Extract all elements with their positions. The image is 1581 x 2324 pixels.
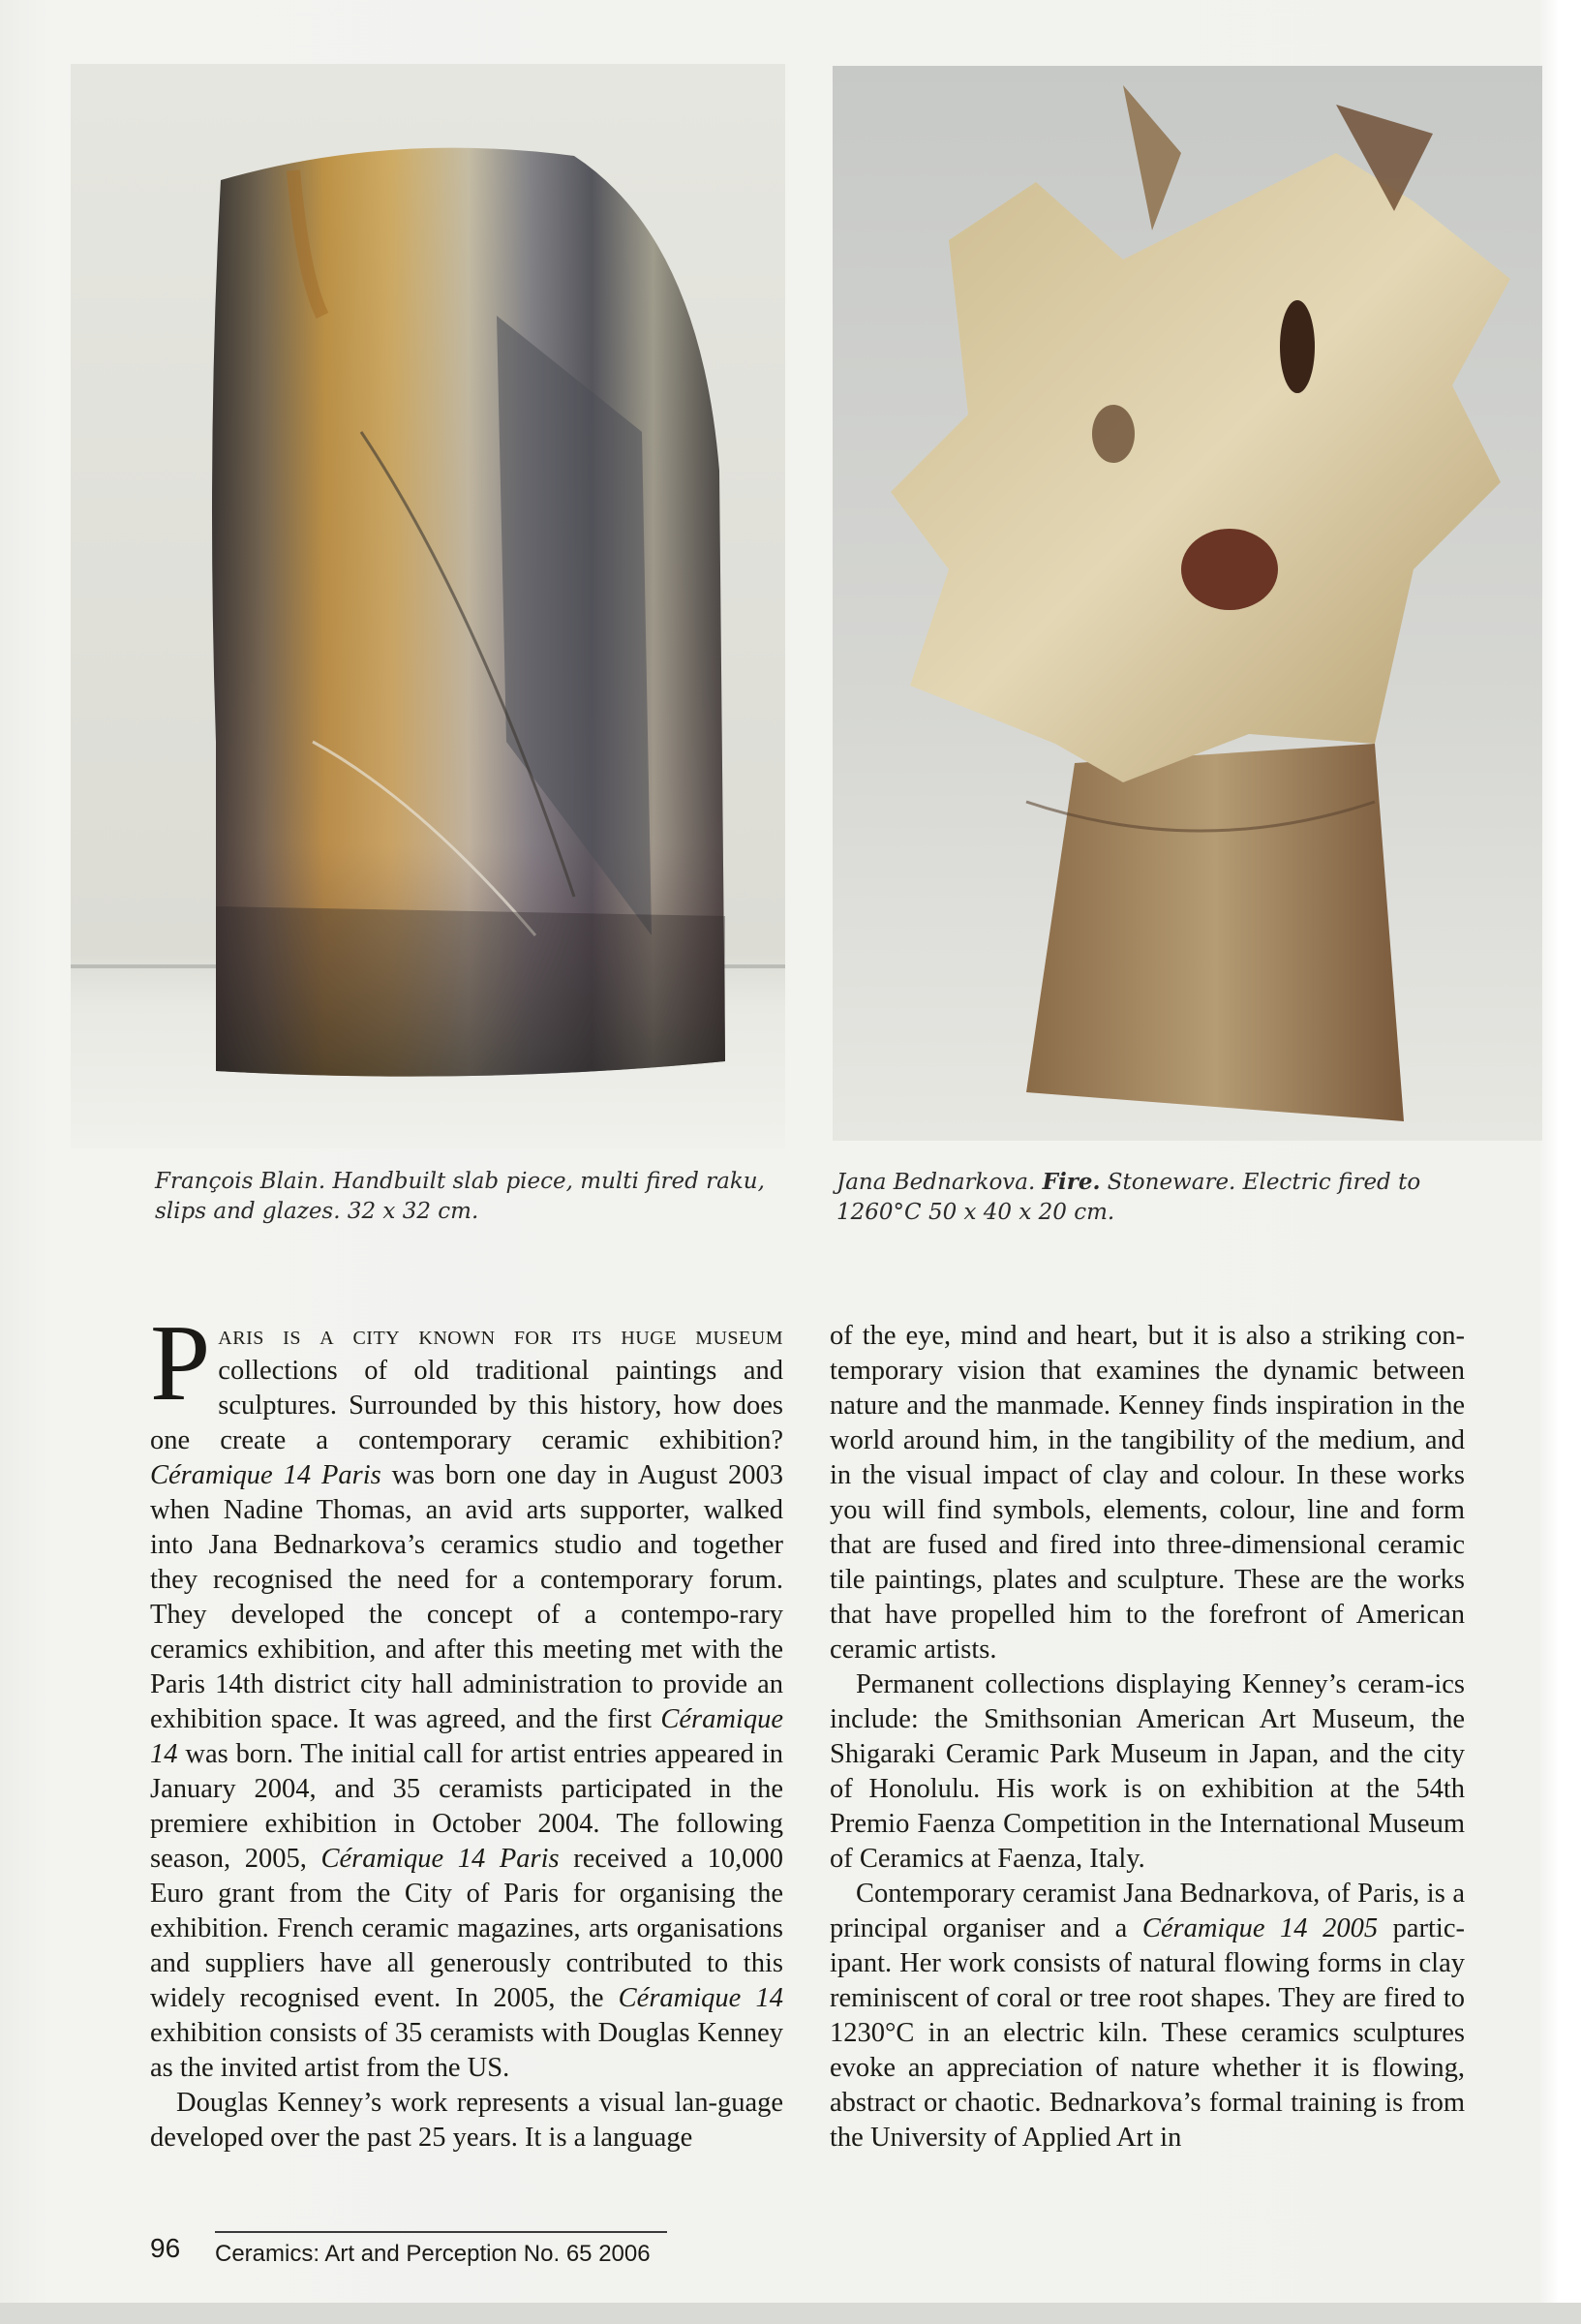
caption-left-photo: François Blain. Handbuilt slab piece, multi fired raku, slips and glazes. 32 x 32 cm. [155,1169,765,1224]
caption-artist: Jana Bednarkova. [836,1170,1036,1195]
paragraph [830,1877,1465,2156]
italic-title: Céramique 14 Paris [150,1460,381,1490]
text-run: partic-ipant. Her work consists of natural flowing forms in clay reminiscent of coral or tree root shapes. They are fired to 1230°C in an electric kiln. These ceramics sculptures evoke an appreciation of nature whether it is flowing, abstract or chaotic. Bednarkova’s formal training is from the University of Applied Art in [830,1913,1465,2153]
footer-rule [215,2231,667,2233]
text-run: Contemporary ceramist Jana Bednarkova, of Paris, is a principal organiser and a [830,1879,1465,1943]
paragraph: Permanent collections displaying Kenney’s ceram-ics include: the Smithsonian American Art Museum, the Shigaraki Ceramic Park Museum in Japan, and the city of Honolulu. His work is on exhibition at the 54th Premio Faenza Competition in the International Museum of Ceramics at Faenza, Italy. [830,1669,1465,1874]
text-run: was born. The initial call for artist entries appeared in January 2004, and 35 ceramists participated in the premiere exhibition in October 2004. The following season, 2005, [150,1739,783,1874]
scan-edge [0,2303,1581,2324]
stoneware-sculpture-illustration [833,66,1542,1141]
raku-vessel-illustration [71,64,785,1148]
text-run: received a 10,000 Euro grant from the City of Paris for organising the exhibition. French ceramic magazines, arts organisations and suppliers have all generously contributed to this widely recognised event. In 2005, the [150,1844,783,2013]
drop-cap: P [150,1303,211,1423]
paragraph [150,1303,783,2086]
italic-title: Céramique 14 [618,1983,783,2013]
caption-work-title: Fire. [1042,1169,1101,1195]
text-run: collections of old traditional paintings and sculptures. Surrounded by this history, how does one create a contemporary ceramic exhibition? [150,1356,783,1455]
text-run: exhibition consists of 35 ceramists with Douglas Kenney as the invited artist from the US. [150,2018,783,2083]
caption-details: Stoneware. Electric fired to 1260°C 50 x 40 x 20 cm. [836,1170,1421,1225]
italic-title: Céramique 14 Paris [320,1844,560,1874]
publication-footer: Ceramics: Art and Perception No. 65 2006 [215,2241,651,2267]
photo-raku-slab-piece [71,64,785,1148]
article-column-left [150,1303,783,2156]
paragraph: of the eye, mind and heart, but it is also a striking con-temporary vision that examines the dynamic between nature and the manmade. Kenney finds inspiration in the world around him, in the tangibility of the medium, and in the visual impact of clay and colour. In these works you will find symbols, elements, colour, line and form that are fused and fired into three-dimensional ceramic tile paintings, plates and sculpture. These are the works that have propelled him to the forefront of American ceramic artists. [830,1321,1465,1665]
paragraph: Douglas Kenney’s work represents a visual lan-guage developed over the past 25 years. It is a language [150,2088,783,2153]
text-run: was born one day in August 2003 when Nadine Thomas, an avid arts supporter, walked into Jana Bednarkova’s ceramics studio and together they recognised the need for a contemporary forum. They developed the concept of a contempo-rary ceramics exhibition, and after this meeting met with the Paris 14th district city hall administration to provide an exhibition space. It was agreed, and the first [150,1460,783,1734]
article-column-right [830,1319,1465,2156]
italic-title: Céramique 14 2005 [1141,1913,1379,1943]
photo-stoneware-fire-sculpture [833,66,1542,1141]
caption-right-photo [836,1167,1475,1228]
italic-title: Céramique 14 [150,1704,783,1769]
page-number: 96 [150,2233,181,2263]
lead-in-smallcaps: aris is a city known for its huge museum [218,1321,783,1351]
